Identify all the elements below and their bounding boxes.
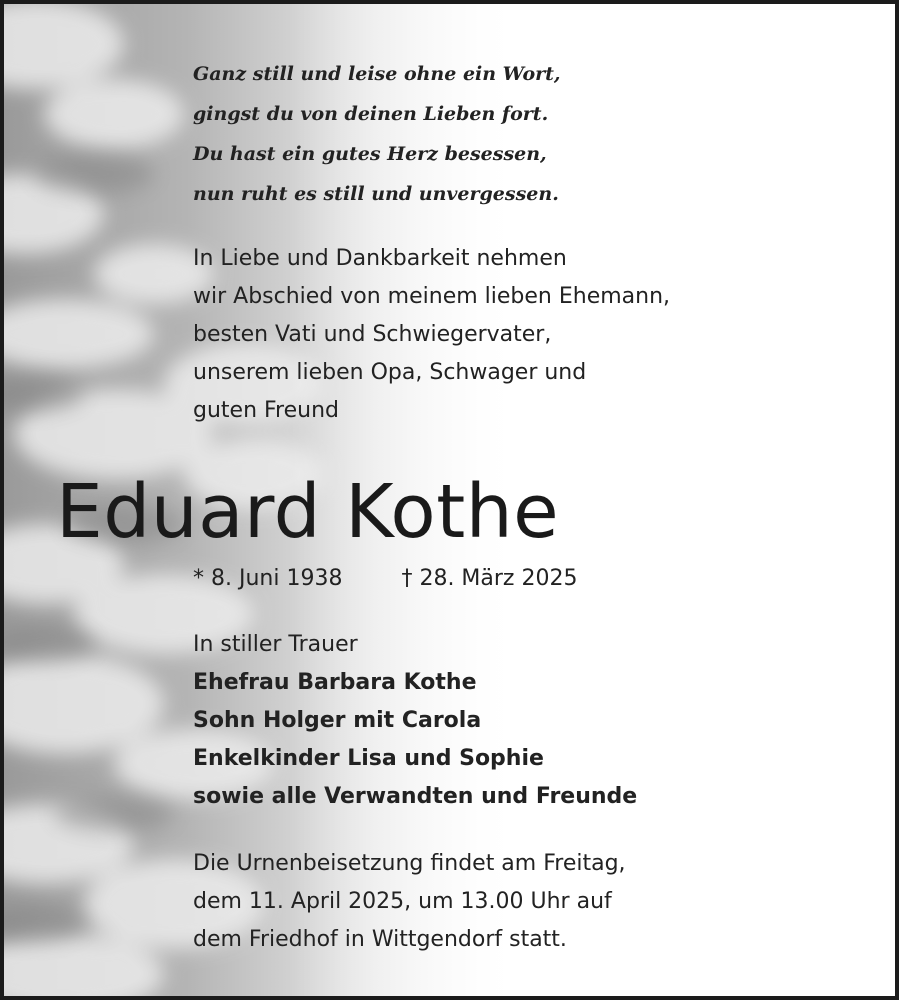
mourner-name: Sohn Holger mit Carola <box>193 708 482 733</box>
poem-line: Du hast ein gutes Herz besessen, <box>193 143 547 165</box>
poem-line: nun ruht es still und unvergessen. <box>193 183 559 205</box>
poem-line: Ganz still und leise ohne ein Wort, <box>193 63 561 85</box>
intro-line: unserem lieben Opa, Schwager und <box>193 360 587 385</box>
mourner-name: sowie alle Verwandten und Freunde <box>193 784 638 809</box>
intro-line: wir Abschied von meinem lieben Ehemann, <box>193 284 671 309</box>
poem-verse <box>193 54 561 214</box>
mourner-name: Enkelkinder Lisa und Sophie <box>193 746 544 771</box>
farewell-intro <box>193 240 670 430</box>
poem-line: gingst du von deinen Lieben fort. <box>193 103 549 125</box>
birth-date: * 8. Juni 1938 <box>193 566 343 591</box>
funeral-details <box>193 845 626 959</box>
mourning-heading: In stiller Trauer <box>193 632 358 657</box>
intro-line: besten Vati und Schwiegervater, <box>193 322 552 347</box>
mourners-list <box>193 664 637 816</box>
intro-line: guten Freund <box>193 398 340 423</box>
mourner-name: Ehefrau Barbara Kothe <box>193 670 477 695</box>
life-dates <box>193 560 577 598</box>
mourners-section <box>193 626 637 816</box>
death-date: † 28. März 2025 <box>401 566 578 591</box>
funeral-line: dem Friedhof in Wittgendorf statt. <box>193 927 567 952</box>
funeral-line: dem 11. April 2025, um 13.00 Uhr auf <box>193 889 612 914</box>
intro-line: In Liebe und Dankbarkeit nehmen <box>193 246 567 271</box>
funeral-line: Die Urnenbeisetzung findet am Freitag, <box>193 851 626 876</box>
deceased-name: Eduard Kothe <box>56 469 560 555</box>
